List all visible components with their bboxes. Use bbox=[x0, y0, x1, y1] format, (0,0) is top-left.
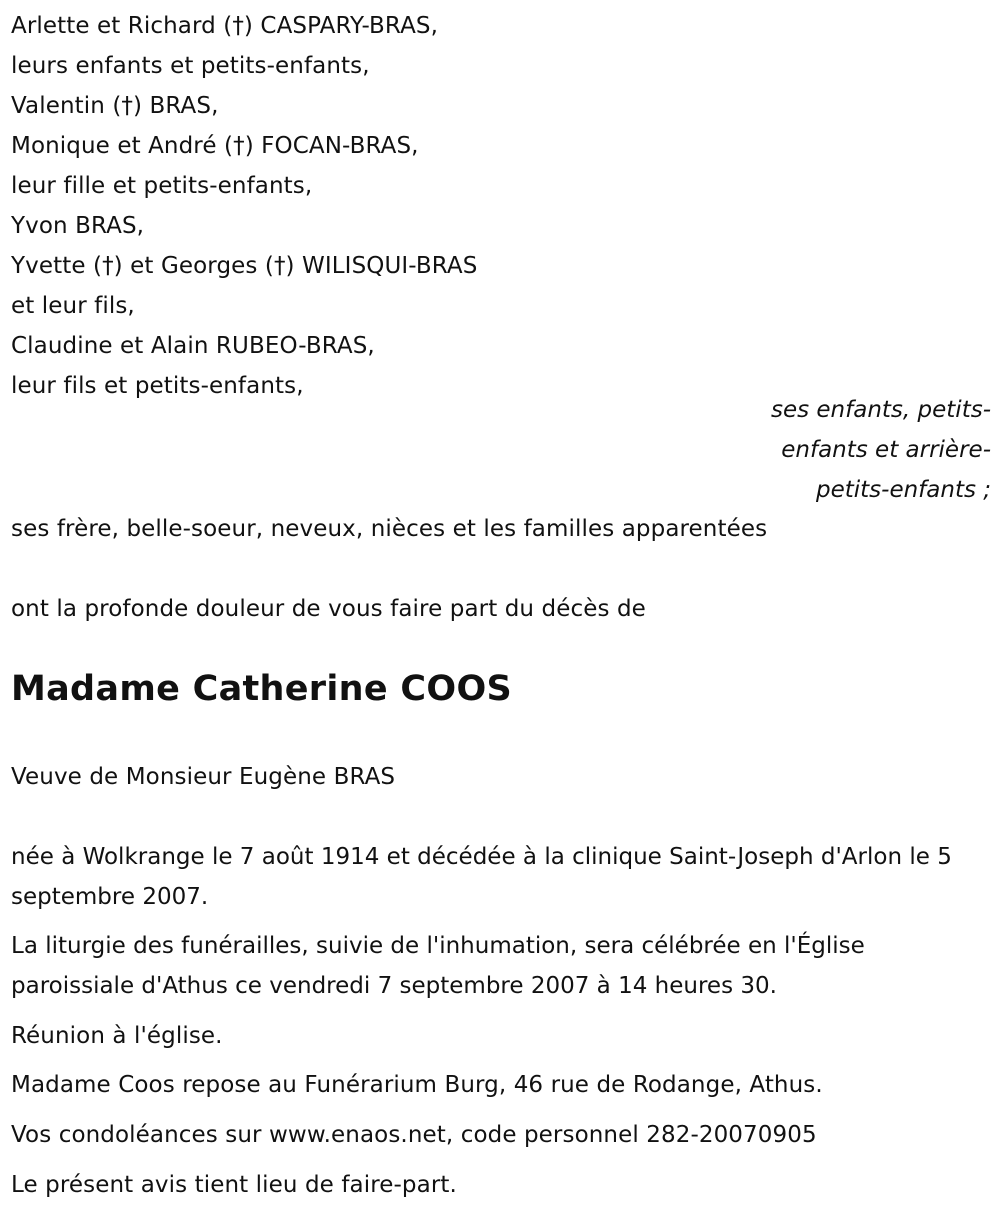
family-line-4: Monique et André (†) FOCAN-BRAS, bbox=[11, 133, 419, 159]
family-line-7: Yvette (†) et Georges (†) WILISQUI-BRAS bbox=[11, 253, 478, 279]
widow-line: Veuve de Monsieur Eugène BRAS bbox=[11, 764, 396, 790]
rests-line: Madame Coos repose au Funérarium Burg, 46 rue de Rodange, Athus. bbox=[11, 1072, 823, 1098]
descendants-line-2: enfants et arrière- bbox=[781, 437, 991, 463]
birth-death-paragraph: née à Wolkrange le 7 août 1914 et décédée à la clinique Saint-Joseph d'Arlon le 5 septembre 2007. bbox=[11, 844, 952, 910]
liturgy-paragraph: La liturgie des funérailles, suivie de l'inhumation, sera célébrée en l'Église paroissiale d'Athus ce vendredi 7 septembre 2007 à 14 heures 30. bbox=[11, 933, 865, 999]
family-line-9: Claudine et Alain RUBEO-BRAS, bbox=[11, 333, 375, 359]
meeting-line: Réunion à l'église. bbox=[11, 1023, 223, 1049]
family-line-6: Yvon BRAS, bbox=[11, 213, 145, 239]
notice-line: Le présent avis tient lieu de faire-part. bbox=[11, 1172, 457, 1198]
family-line-2: leurs enfants et petits-enfants, bbox=[11, 53, 370, 79]
family-line-8: et leur fils, bbox=[11, 293, 135, 319]
family-line-10: leur fils et petits-enfants, bbox=[11, 373, 304, 399]
family-line-1: Arlette et Richard (†) CASPARY-BRAS, bbox=[11, 13, 439, 39]
obituary-notice bbox=[11, 0, 991, 1219]
relatives-line: ses frère, belle-soeur, neveux, nièces et les familles apparentées bbox=[11, 516, 768, 542]
deceased-name: Madame Catherine COOS bbox=[11, 669, 512, 709]
family-line-3: Valentin (†) BRAS, bbox=[11, 93, 219, 119]
descendants-line-3: petits-enfants ; bbox=[815, 477, 991, 503]
descendants-line-1: ses enfants, petits- bbox=[770, 397, 991, 423]
family-line-5: leur fille et petits-enfants, bbox=[11, 173, 313, 199]
condolences-line: Vos condoléances sur www.enaos.net, code personnel 282-20070905 bbox=[11, 1122, 817, 1148]
announcement-line: ont la profonde douleur de vous faire part du décès de bbox=[11, 596, 646, 622]
